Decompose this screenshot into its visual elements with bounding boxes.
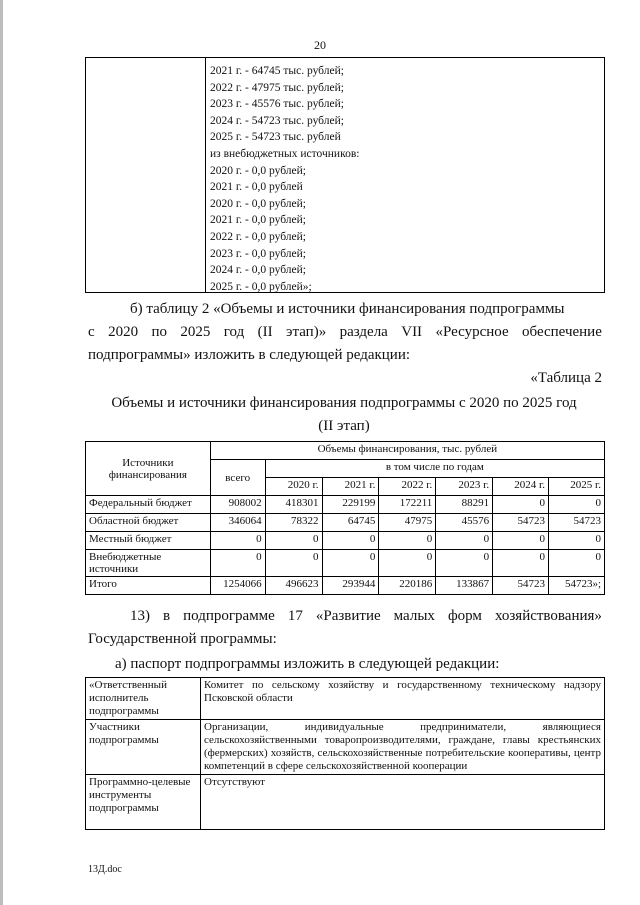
paragraph-b	[88, 298, 602, 367]
total-cell: 908002	[210, 496, 265, 514]
year-value-cell: 0	[493, 496, 549, 514]
passport-label-cell: Участники подпрограммы	[86, 720, 201, 775]
table-row	[86, 532, 605, 550]
word: по	[151, 324, 167, 340]
year-value-cell: 0	[493, 550, 549, 577]
funding-line: 2025 г. - 54723 тыс. рублей	[210, 131, 341, 144]
funding-line: 2020 г. - 0,0 рублей;	[210, 197, 306, 210]
word: 2020	[108, 324, 139, 340]
year-value-cell: 0	[436, 550, 493, 577]
funding-line: 2025 г. - 0,0 рублей»;	[210, 280, 312, 293]
header-sources: Источники финансирования	[86, 442, 211, 496]
financing-table	[85, 441, 605, 595]
footer-filename: 13Д.doc	[88, 864, 122, 875]
year-value-cell: 54723»;	[549, 577, 605, 595]
source-name-cell: Областной бюджет	[86, 514, 211, 532]
funding-line: 2023 г. - 0,0 рублей;	[210, 247, 306, 260]
word: «Ресурсное	[435, 324, 509, 340]
word: год	[223, 324, 245, 340]
year-value-cell: 0	[322, 550, 379, 577]
word: в	[163, 608, 171, 624]
word: малых	[393, 608, 435, 624]
year-value-cell: 54723	[549, 514, 605, 532]
funding-line: 2021 г. - 0,0 рублей;	[210, 214, 306, 227]
passport-value-cell: Комитет по сельскому хозяйству и государственному техническому надзору Псковской области	[201, 678, 605, 720]
word: подпрограмме	[183, 608, 275, 624]
paragraph-b-line3: подпрограммы» изложить в следующей редакции:	[88, 347, 411, 363]
funding-line: 2024 г. - 0,0 рублей;	[210, 264, 306, 277]
year-value-cell: 0	[549, 496, 605, 514]
total-cell: 346064	[210, 514, 265, 532]
year-value-cell: 172211	[379, 496, 436, 514]
table-title-line1: Объемы и источники финансирования подпрограммы с 2020 по 2025 год	[111, 395, 577, 411]
year-value-cell: 0	[379, 532, 436, 550]
passport-value-cell: Организации, индивидуальные предприниматели, являющиеся сельскохозяйственными товаропроизводителями, граждане, главы крестьянских (фермерских) хозяйств, сельскохозяйственные потребительские кооперативы, центр компетенций в сфере сельскохозяйственной кооперации	[201, 720, 605, 775]
year-value-cell: 0	[265, 550, 322, 577]
total-cell: 1254066	[210, 577, 265, 595]
word: 13)	[130, 608, 150, 624]
year-value-cell: 229199	[322, 496, 379, 514]
year-header-cell: 2022 г.	[379, 478, 436, 496]
year-value-cell: 0	[265, 532, 322, 550]
continuation-table	[85, 57, 605, 293]
passport-table	[85, 677, 605, 830]
funding-line: 2021 г. - 0,0 рублей	[210, 181, 303, 194]
year-value-cell: 54723	[493, 514, 549, 532]
header-total: всего	[210, 460, 265, 496]
paragraph-13	[88, 605, 602, 651]
funding-line: 2024 г. - 54723 тыс. рублей;	[210, 114, 344, 127]
word: (II	[257, 324, 273, 340]
page-number: 20	[314, 38, 326, 52]
header-volumes: Объемы финансирования, тыс. рублей	[210, 442, 604, 460]
passport-table-body	[86, 678, 605, 830]
year-value-cell: 293944	[322, 577, 379, 595]
funding-line: 2020 г. - 0,0 рублей;	[210, 164, 306, 177]
total-cell: 0	[210, 532, 265, 550]
word: раздела	[339, 324, 388, 340]
paragraph-13-line2: Государственной программы:	[88, 631, 277, 647]
paragraph-b-line1: б) таблицу 2 «Объемы и источники финансирования подпрограммы	[130, 301, 565, 317]
funding-line: из внебюджетных источников:	[210, 147, 360, 160]
year-value-cell: 47975	[379, 514, 436, 532]
table-title	[80, 392, 608, 438]
passport-row	[86, 775, 605, 830]
passport-label-cell: «Ответственный исполнитель подпрограммы	[86, 678, 201, 720]
funding-line: 2021 г. - 64745 тыс. рублей;	[210, 65, 344, 77]
word: «Развитие	[315, 608, 381, 624]
year-value-cell: 0	[322, 532, 379, 550]
paragraph-a: а) паспорт подпрограммы изложить в следующей редакции:	[115, 656, 500, 672]
table-row	[86, 577, 605, 595]
word: хозяйствования»	[494, 608, 602, 624]
year-header-cell: 2020 г.	[265, 478, 322, 496]
total-cell: 0	[210, 550, 265, 577]
year-value-cell: 45576	[436, 514, 493, 532]
year-value-cell: 418301	[265, 496, 322, 514]
year-value-cell: 64745	[322, 514, 379, 532]
word: обеспечение	[522, 324, 602, 340]
passport-value-cell: Отсутствуют	[201, 775, 605, 830]
year-value-cell: 78322	[265, 514, 322, 532]
table-row	[86, 496, 605, 514]
funding-lines	[210, 63, 359, 295]
financing-table-body	[86, 496, 605, 595]
year-header-cell: 2024 г.	[493, 478, 549, 496]
year-value-cell: 496623	[265, 577, 322, 595]
source-name-cell: Итого	[86, 577, 211, 595]
table-title-line2: (II этап)	[318, 418, 370, 434]
source-name-cell: Местный бюджет	[86, 532, 211, 550]
word: этап)»	[286, 324, 327, 340]
funding-line: 2022 г. - 0,0 рублей;	[210, 230, 306, 243]
year-value-cell: 88291	[436, 496, 493, 514]
year-header-cell: 2021 г.	[322, 478, 379, 496]
year-value-cell: 220186	[379, 577, 436, 595]
passport-label-cell: Программно-целевые инструменты подпрограммы	[86, 775, 201, 830]
source-name-cell: Внебюджетные источники	[86, 550, 211, 577]
funding-line: 2023 г. - 45576 тыс. рублей;	[210, 98, 344, 111]
table-row	[86, 514, 605, 532]
year-value-cell: 0	[436, 532, 493, 550]
passport-row	[86, 720, 605, 775]
table-row	[86, 550, 605, 577]
funding-line: 2022 г. - 47975 тыс. рублей;	[210, 81, 344, 94]
year-value-cell: 0	[549, 550, 605, 577]
year-value-cell: 0	[379, 550, 436, 577]
word: 2025	[180, 324, 211, 340]
passport-row	[86, 678, 605, 720]
year-value-cell: 0	[549, 532, 605, 550]
table-label: «Таблица 2	[530, 370, 602, 386]
header-by-years: в том числе по годам	[265, 460, 604, 478]
word: форм	[447, 608, 482, 624]
year-value-cell: 0	[493, 532, 549, 550]
word: VII	[401, 324, 423, 340]
year-value-cell: 133867	[436, 577, 493, 595]
word: с	[88, 324, 95, 340]
year-header-cell: 2025 г.	[549, 478, 605, 496]
word: 17	[287, 608, 303, 624]
paragraph-b-line2	[88, 321, 602, 344]
source-name-cell: Федеральный бюджет	[86, 496, 211, 514]
column-divider	[205, 58, 206, 292]
year-header-cell: 2023 г.	[436, 478, 493, 496]
paragraph-13-line1	[88, 605, 602, 628]
scan-edge	[0, 0, 3, 905]
year-value-cell: 54723	[493, 577, 549, 595]
